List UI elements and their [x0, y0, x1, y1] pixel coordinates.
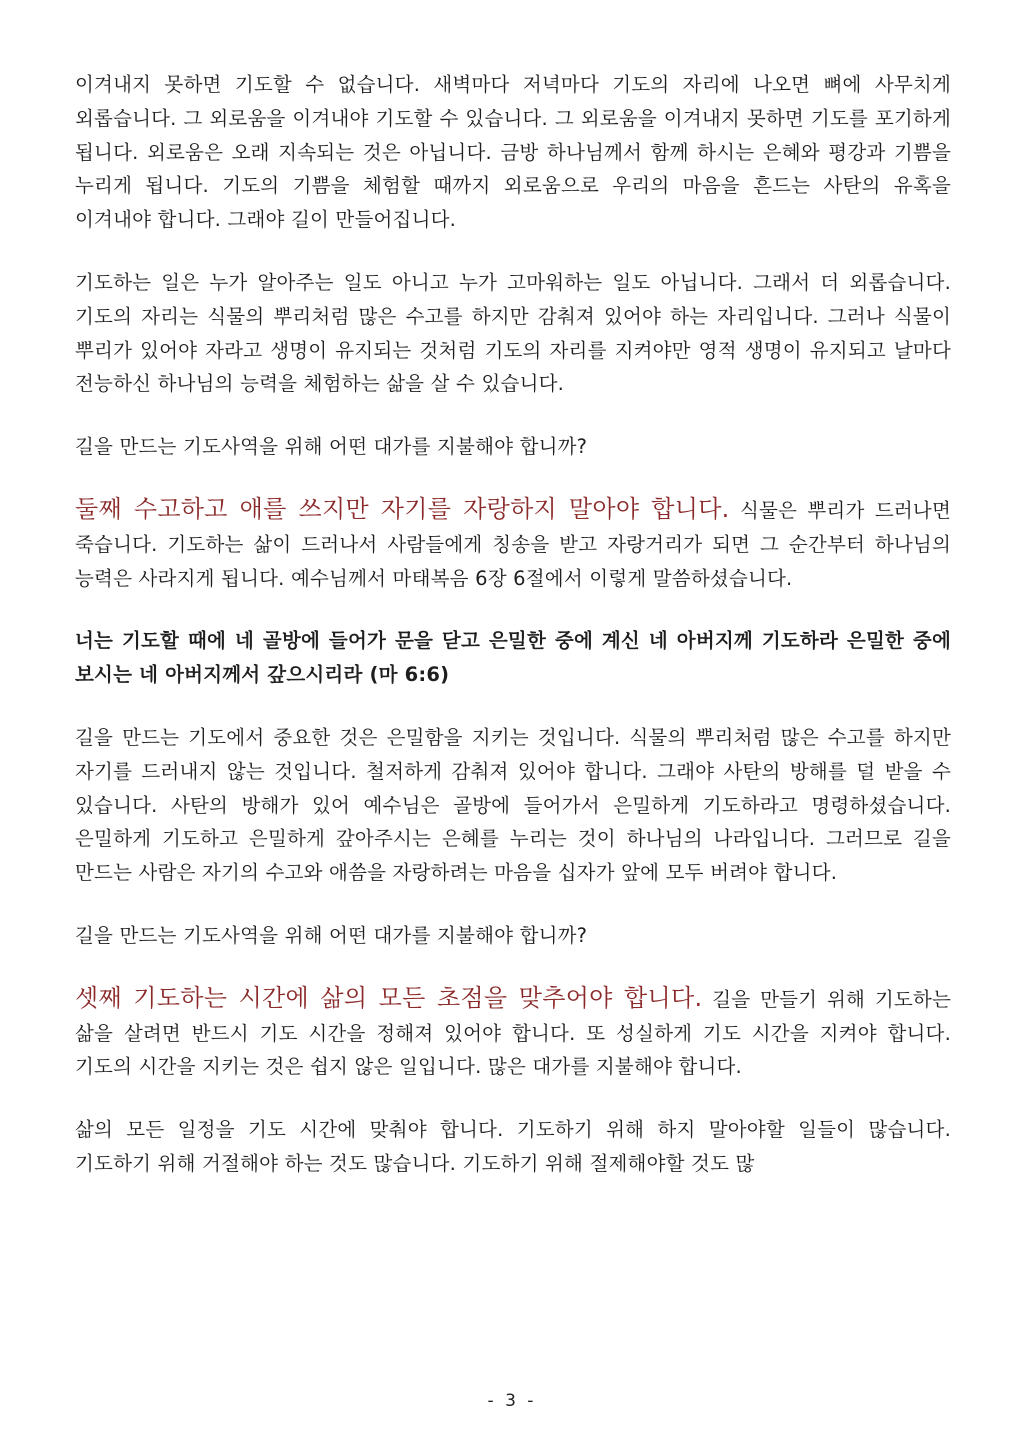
section-heading-third: 셋째 기도하는 시간에 삶의 모든 초점을 맞추어야 합니다.	[75, 983, 703, 1012]
section-body-third: 길을 만들기 위해 기도하는 삶을 살려면 반드시 기도 시간을 정해져 있어야 합니다. 또 성실하게 기도 시간을 지켜야 합니다. 기도의 시간을 지키는 것은 쉽지 않은 일입니다. 많은 대가를 지불해야 합니다.	[75, 987, 951, 1079]
section-heading-second: 둘째 수고하고 애를 쓰지만 자기를 자랑하지 말아야 합니다.	[75, 494, 730, 523]
paragraph-hidden-place: 기도하는 일은 누가 알아주는 일도 아니고 누가 고마워하는 일도 아닙니다. 그래서 더 외롭습니다. 기도의 자리는 식물의 뿌리처럼 많은 수고를 하지만 감춰져 있어야 하는 자리입니다. 그러나 식물이 뿌리가 있어야 자라고 생명이 유지되는 것처럼 기도의 자리를 지켜야만 영적 생명이 유지되고 날마다 전능하신 하나님의 능력을 체험하는 삶을 살 수 있습니다.	[75, 270, 951, 396]
scripture-quote: 너는 기도할 때에 네 골방에 들어가 문을 닫고 은밀한 중에 계신 네 아버지께 기도하라 은밀한 중에 보시는 네 아버지께서 갚으시리라 (마 6:6)	[75, 629, 951, 687]
paragraph-schedule: 삶의 모든 일정을 기도 시간에 맞춰야 합니다. 기도하기 위해 하지 말아야할 일들이 많습니다. 기도하기 위해 거절해야 하는 것도 많습니다. 기도하기 위해 절제해야할 것도 많	[75, 1118, 951, 1175]
page-content	[75, 68, 951, 1210]
page-number: - 3 -	[487, 1391, 537, 1411]
question-line: 길을 만드는 기도사역을 위해 어떤 대가를 지불해야 합니까?	[75, 435, 588, 459]
section-body-second: 식물은 뿌리가 드러나면 죽습니다. 기도하는 삶이 드러나서 사람들에게 칭송을 받고 자랑거리가 되면 그 순간부터 하나님의 능력은 사라지게 됩니다. 예수님께서 마태복음 6장 6절에서 이렇게 말씀하셨습니다.	[75, 498, 951, 590]
paragraph-loneliness: 이겨내지 못하면 기도할 수 없습니다. 새벽마다 저녁마다 기도의 자리에 나오면 뼈에 사무치게 외롭습니다. 그 외로움을 이겨내야 기도할 수 있습니다. 그 외로움을 이겨내지 못하면 기도를 포기하게 됩니다. 외로움은 오래 지속되는 것은 아닙니다. 금방 하나님께서 함께 하시는 은혜와 평강과 기쁨을 누리게 됩니다. 기도의 기쁨을 체험할 때까지 외로움으로 우리의 마음을 흔드는 사탄의 유혹을 이겨내야 합니다. 그래야 길이 만들어집니다.	[75, 73, 951, 232]
section-third	[75, 982, 951, 1084]
paragraph-secrecy: 길을 만드는 기도에서 중요한 것은 은밀함을 지키는 것입니다. 식물의 뿌리처럼 많은 수고를 하지만 자기를 드러내지 않는 것입니다. 철저하게 감춰져 있어야 합니다. 그래야 사탄의 방해를 덜 받을 수 있습니다. 사탄의 방해가 있어 예수님은 골방에 들어가서 은밀하게 기도하라고 명령하셨습니다. 은밀하게 기도하고 은밀하게 갚아주시는 은혜를 누리는 것이 하나님의 나라입니다. 그러므로 길을 만드는 사람은 자기의 수고와 애씀을 자랑하려는 마음을 십자가 앞에 모두 버려야 합니다.	[75, 725, 951, 885]
section-second	[75, 493, 951, 595]
question-line-2: 길을 만드는 기도사역을 위해 어떤 대가를 지불해야 합니까?	[75, 923, 588, 947]
